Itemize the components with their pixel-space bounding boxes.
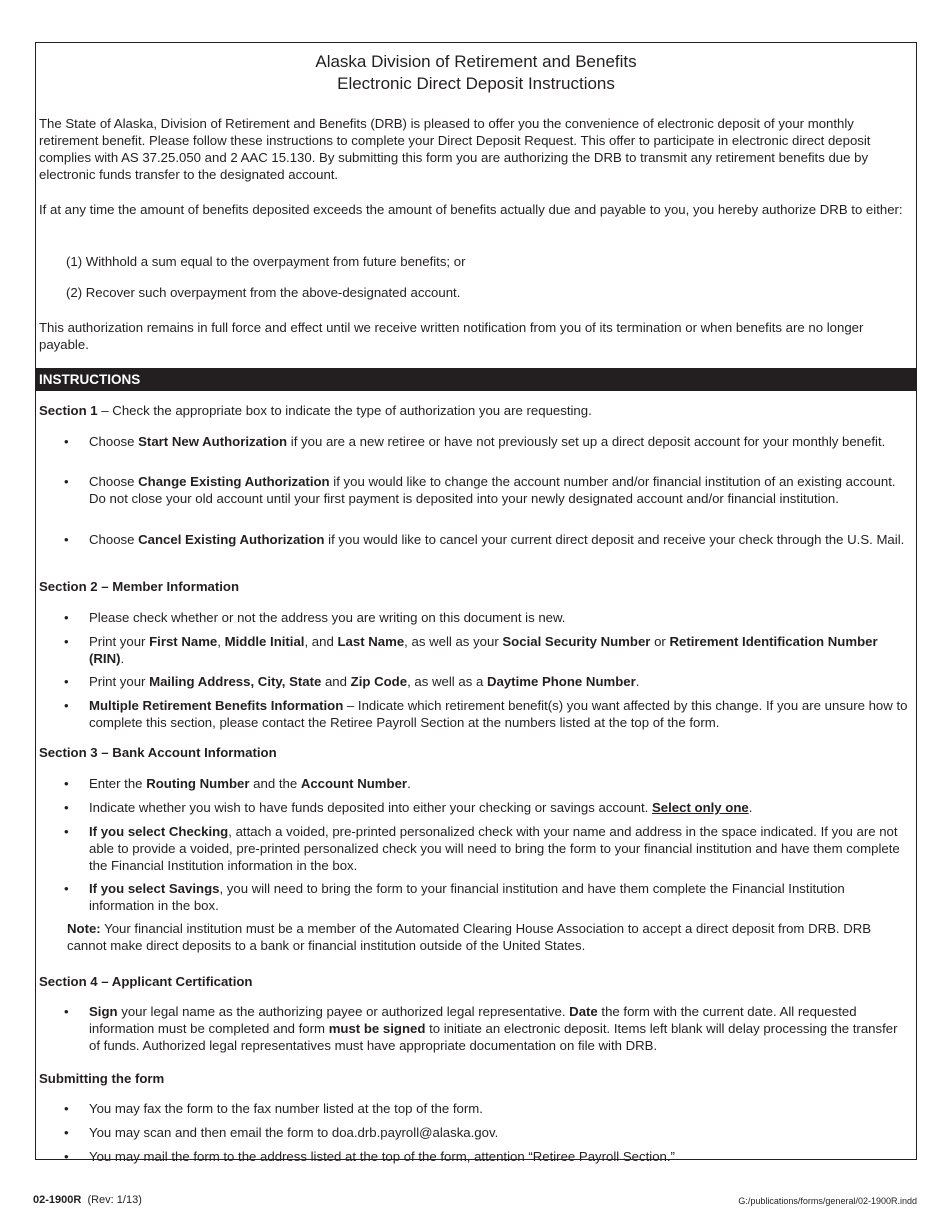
text: Choose xyxy=(89,532,139,547)
section2-heading: Section 2 – Member Information xyxy=(39,579,240,594)
text: Note: xyxy=(67,921,101,936)
submitting-item-mail: You may mail the form to the address listed at the top of the form, attention “Retiree Payroll Section.” xyxy=(89,1149,675,1164)
text: if you are a new retiree or have not previously set up a direct deposit account for your monthly benefit. xyxy=(287,434,886,449)
text: If you select Savings xyxy=(89,881,220,896)
section1-item-start xyxy=(89,433,909,450)
intro-paragraph: The State of Alaska, Division of Retirement and Benefits (DRB) is pleased to offer you the convenience of electronic deposit of your monthly retirement benefit. Please follow these instructions to complete your Direct Deposit Request. This offer to participate in electronic direct deposit complies with AS 37.25.050 and 2 AAC 15.130. By submitting this form you are authorizing the DRB to transmit any retirement benefits due by electronic funds transfer to the designated account. xyxy=(39,116,871,182)
text: must be signed xyxy=(328,1021,426,1036)
section1-text: – Check the appropriate box to indicate the type of authorization you are requesting. xyxy=(97,403,592,418)
text: Your financial institution must be a member of the Automated Clearing House Association to accept a direct deposit from DRB. DRB cannot make direct deposits to a bank or financial institution outside of the United States. xyxy=(67,921,872,953)
section4-item-sign xyxy=(89,1003,909,1054)
section3-note xyxy=(67,920,912,954)
instructions-header-bar: INSTRUCTIONS xyxy=(36,368,916,391)
section1-item-cancel xyxy=(89,531,909,548)
text: Account Number xyxy=(300,776,408,791)
text: to initiate an electronic deposit. Items left blank will delay processing the transfer of funds. Authorized legal representatives must have appropriate documentation on file with DRB. xyxy=(89,1021,898,1053)
text: and the xyxy=(249,776,301,791)
section1-item-change xyxy=(89,473,909,507)
text: Date xyxy=(569,1004,598,1019)
text: , you will need to bring the form to your financial institution and have them complete the Financial Institution information in the box. xyxy=(89,881,845,913)
section3-item-checking xyxy=(89,823,909,874)
bullet-icon: • xyxy=(64,881,69,896)
text: Zip Code xyxy=(350,674,408,689)
text: and xyxy=(321,674,351,689)
text: if you would like to change the account number and/or financial institution of an existing account. Do not close your old account until your first payment is deposited into your newly designated account and/or financial institution. xyxy=(89,474,896,506)
section2-item-mailing xyxy=(89,673,909,690)
section1-intro xyxy=(39,402,909,419)
section4-heading: Section 4 – Applicant Certification xyxy=(39,974,253,989)
authorization-paragraph: This authorization remains in full force and effect until we receive written notification from you of its termination or when benefits are no longer payable. xyxy=(39,320,864,352)
form-code: 02-1900R xyxy=(33,1194,82,1206)
text: Select only one xyxy=(652,800,749,815)
text: or xyxy=(650,634,670,649)
text: Print your xyxy=(89,674,150,689)
bullet-icon: • xyxy=(64,532,69,547)
text: , and xyxy=(304,634,338,649)
submitting-item-email: You may scan and then email the form to doa.drb.payroll@alaska.gov. xyxy=(89,1125,499,1140)
option-withhold: (1) Withhold a sum equal to the overpayment from future benefits; or xyxy=(66,254,466,269)
form-revision: (Rev: 1/13) xyxy=(87,1194,142,1206)
option-recover: (2) Recover such overpayment from the above-designated account. xyxy=(66,285,461,300)
option-change-existing: Change Existing Authorization xyxy=(138,474,330,489)
bullet-icon: • xyxy=(64,610,69,625)
text: Social Security Number xyxy=(502,634,651,649)
submitting-item-fax: You may fax the form to the fax number listed at the top of the form. xyxy=(89,1101,483,1116)
bullet-icon: • xyxy=(64,1125,69,1140)
section3-item-savings xyxy=(89,880,909,914)
text: – Indicate which retirement benefit(s) you want affected by this change. If you are unsure how to complete this section, please contact the Retiree Payroll Section at the numbers listed at the top of the form. xyxy=(89,698,908,730)
file-path: G:/publications/forms/general/02-1900R.indd xyxy=(738,1196,917,1206)
text: Middle Initial xyxy=(224,634,305,649)
section3-item-account-type xyxy=(89,799,909,816)
bullet-icon: • xyxy=(64,474,69,489)
document-subtitle: Electronic Direct Deposit Instructions xyxy=(337,74,615,93)
bullet-icon: • xyxy=(64,434,69,449)
text: , attach a voided, pre-printed personalized check with your name and address in the space indicated. If you are not able to provide a voided, pre-printed personalized check you will need to bring the form to your financial institution and have them complete the Financial Institution information in the box. xyxy=(89,824,900,873)
text: , xyxy=(217,634,225,649)
submitting-heading: Submitting the form xyxy=(39,1071,165,1086)
text: Retirement Identification Number (RIN) xyxy=(89,634,878,666)
text: If you select Checking xyxy=(89,824,229,839)
text: Daytime Phone Number xyxy=(486,674,636,689)
section2-item-name xyxy=(89,633,909,667)
text: . xyxy=(748,800,753,815)
text: Routing Number xyxy=(146,776,250,791)
overpayment-paragraph: If at any time the amount of benefits deposited exceeds the amount of benefits actually due and payable to you, you hereby authorize DRB to either: xyxy=(39,202,903,217)
form-number xyxy=(33,1194,142,1206)
bullet-icon: • xyxy=(64,1149,69,1164)
text: Indicate whether you wish to have funds deposited into either your checking or savings account. xyxy=(89,800,652,815)
text: Mailing Address, City, State xyxy=(149,674,322,689)
section2-item-address: Please check whether or not the address you are writing on this document is new. xyxy=(89,610,566,625)
bullet-icon: • xyxy=(64,800,69,815)
text: the form with the current date. All requested information must be completed and form xyxy=(89,1004,857,1036)
section2-item-multiple xyxy=(89,697,909,731)
text: Choose xyxy=(89,474,139,489)
text: Enter the xyxy=(89,776,147,791)
text: Print your xyxy=(89,634,150,649)
section3-heading: Section 3 – Bank Account Information xyxy=(39,745,277,760)
text: . xyxy=(635,674,640,689)
bullet-icon: • xyxy=(64,1101,69,1116)
option-start-new: Start New Authorization xyxy=(138,434,288,449)
option-cancel-existing: Cancel Existing Authorization xyxy=(138,532,325,547)
bullet-icon: • xyxy=(64,698,69,713)
text: , as well as a xyxy=(407,674,487,689)
text: Multiple Retirement Benefits Information xyxy=(89,698,344,713)
text: Last Name xyxy=(337,634,405,649)
section1-label: Section 1 xyxy=(39,403,98,418)
bullet-icon: • xyxy=(64,824,69,839)
text: if you would like to cancel your current direct deposit and receive your check through the U.S. Mail. xyxy=(324,532,905,547)
bullet-icon: • xyxy=(64,634,69,649)
text: Sign xyxy=(89,1004,118,1019)
bullet-icon: • xyxy=(64,1004,69,1019)
section3-item-routing xyxy=(89,775,909,792)
text: Choose xyxy=(89,434,139,449)
bullet-icon: • xyxy=(64,674,69,689)
text: . xyxy=(120,651,125,666)
document-title: Alaska Division of Retirement and Benefits xyxy=(315,52,637,71)
text: your legal name as the authorizing payee or authorized legal representative. xyxy=(117,1004,570,1019)
form-frame xyxy=(35,42,917,1164)
text: . xyxy=(407,776,411,791)
bullet-icon: • xyxy=(64,776,69,791)
text: , as well as your xyxy=(404,634,503,649)
text: First Name xyxy=(149,634,218,649)
